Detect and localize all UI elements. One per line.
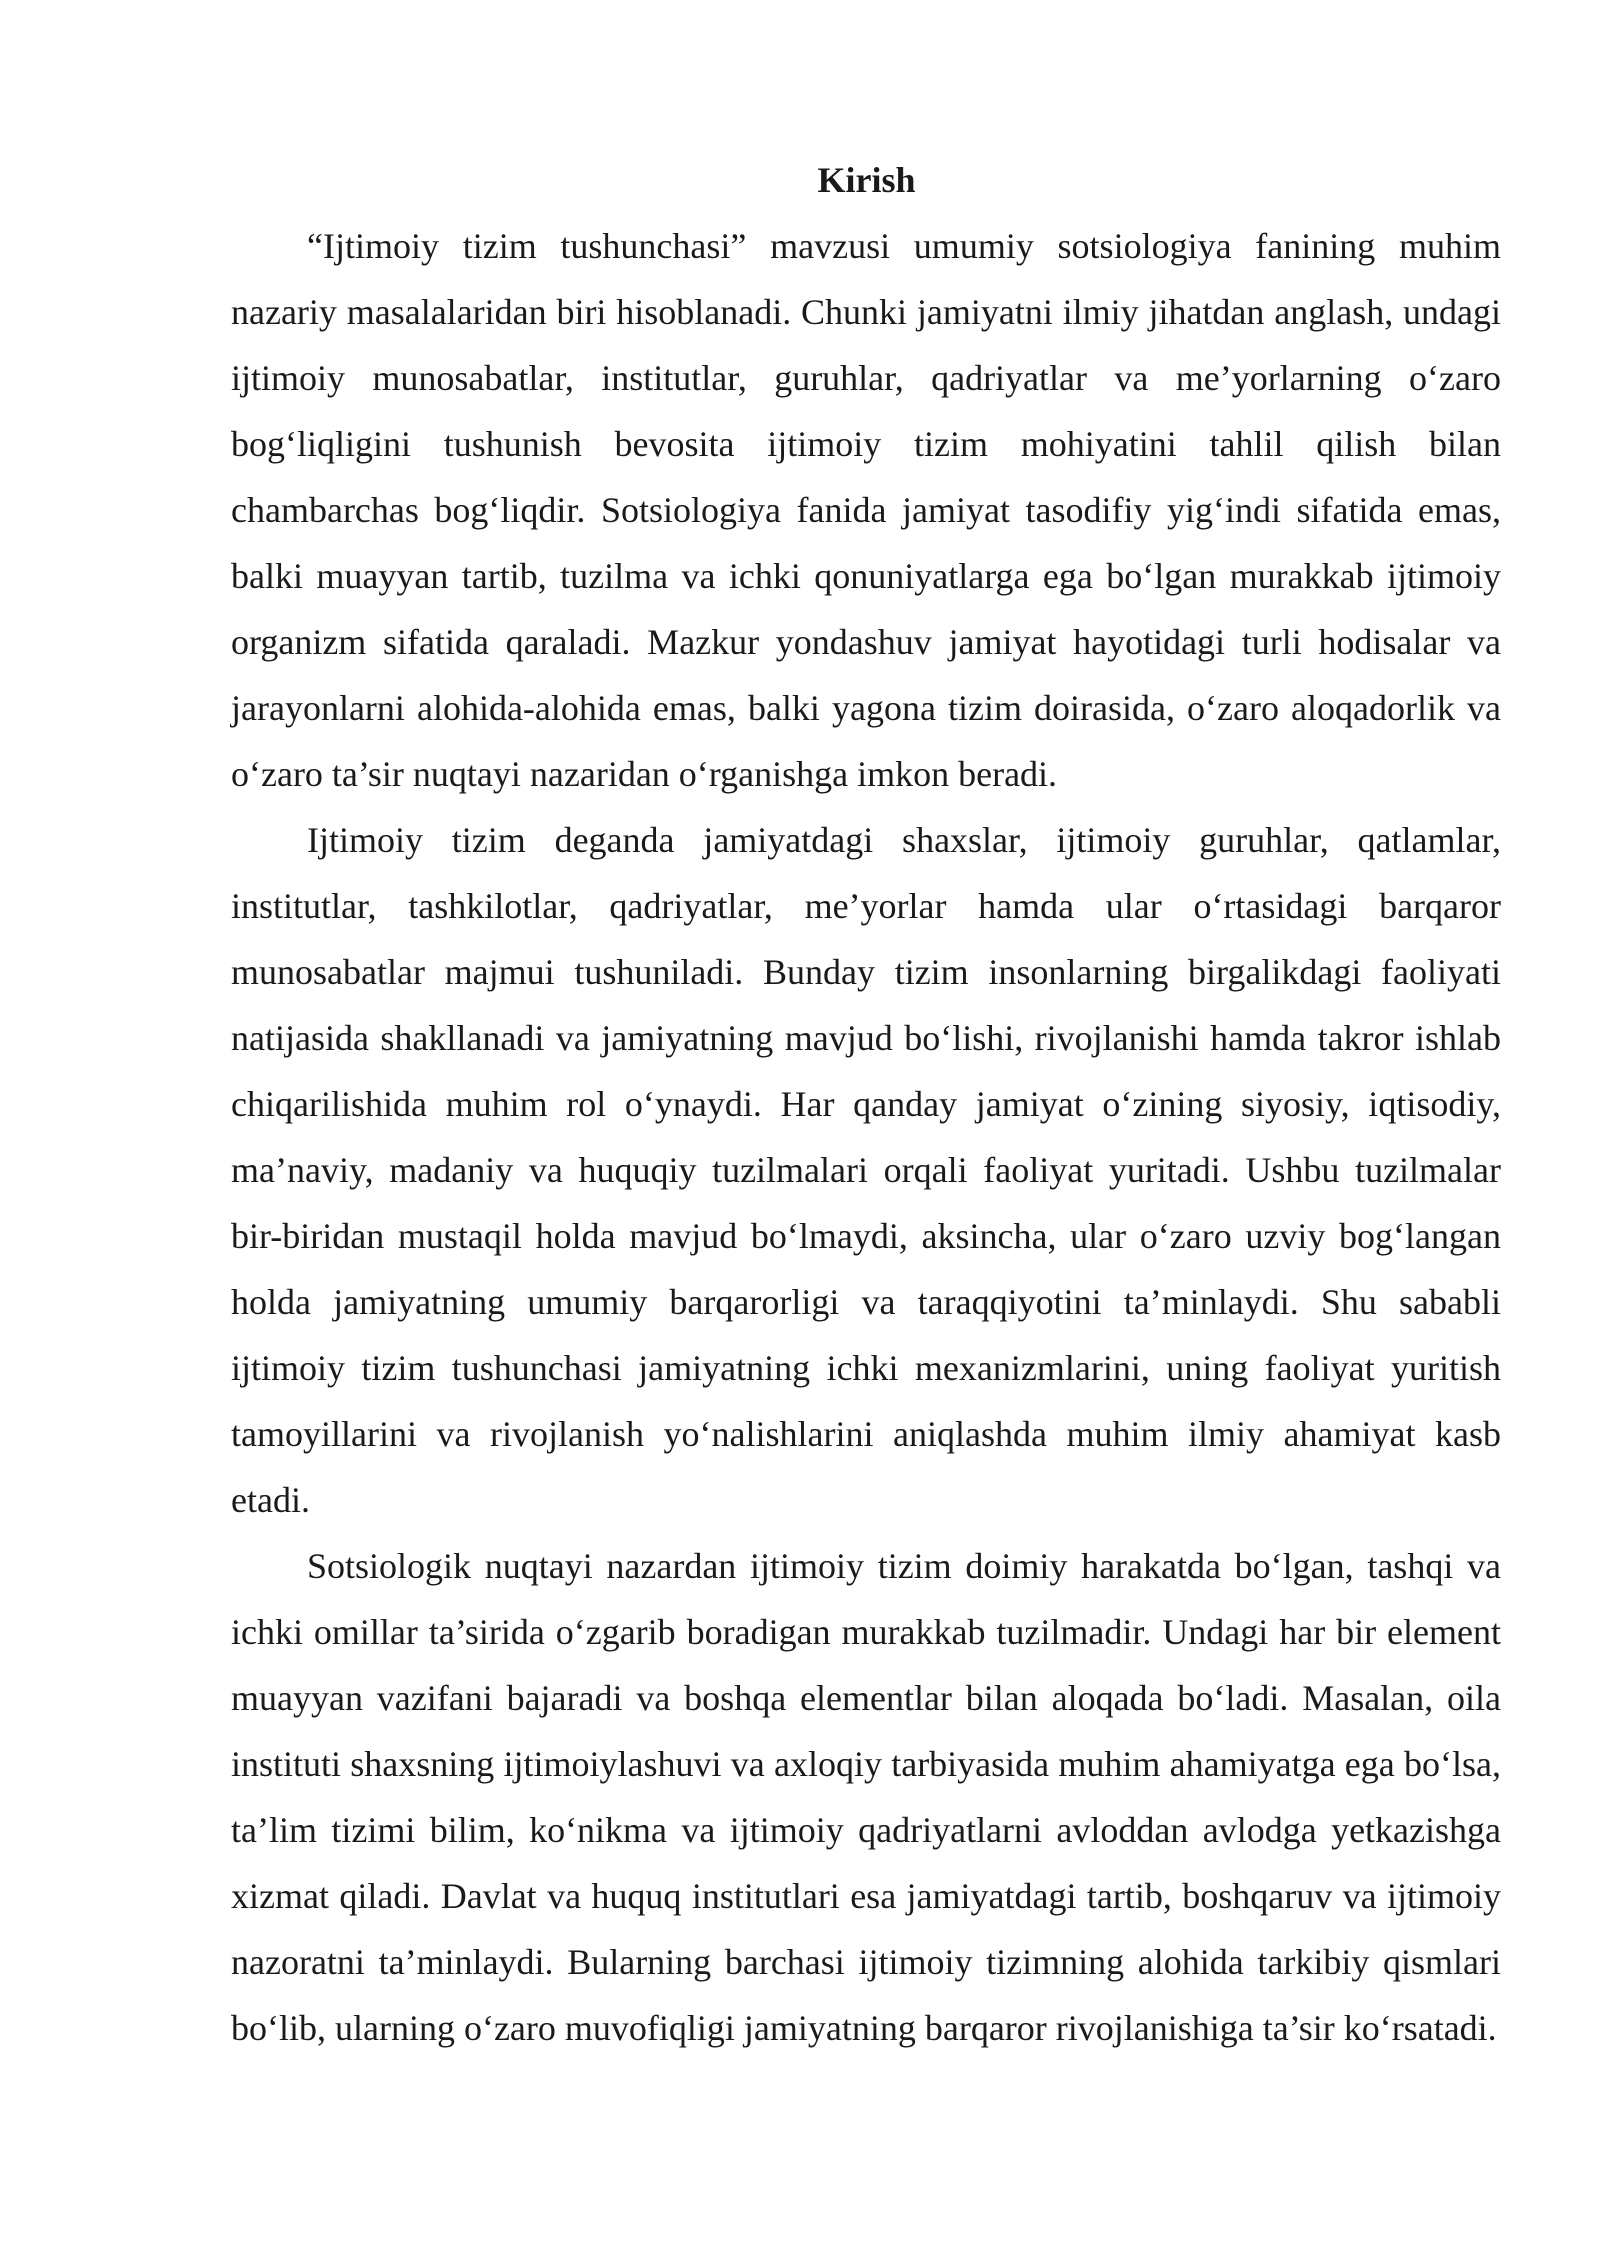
page-title: Kirish xyxy=(817,160,916,200)
paragraph-1: “Ijtimoiy tizim tushunchasi” mavzusi umumiy sotsiologiya fanining muhim nazariy masalalaridan biri hisoblanadi. Chunki jamiyatni ilmiy jihatdan anglash, undagi ijtimoiy munosabatlar, institutlar, guruhlar, qadriyatlar va me’yorlarning o‘zaro bog‘liqligini tushunish bevosita ijtimoiy tizim mohiyatini tahlil qilish bilan chambarchas bog‘liqdir. Sotsiologiya fanida jamiyat tasodifiy yig‘indi sifatida emas, balki muayyan tartib, tuzilma va ichki qonuniyatlarga ega bo‘lgan murakkab ijtimoiy organizm sifatida qaraladi. Mazkur yondashuv jamiyat hayotidagi turli hodisalar va jarayonlarni alohida-alohida emas, balki yagona tizim doirasida, o‘zaro aloqadorlik va o‘zaro ta’sir nuqtayi nazaridan o‘rganishga imkon beradi. xyxy=(231,226,1501,794)
document-body xyxy=(231,147,1501,2061)
paragraph-2: Ijtimoiy tizim deganda jamiyatdagi shaxslar, ijtimoiy guruhlar, qatlamlar, institutlar, tashkilotlar, qadriyatlar, me’yorlar hamda ular o‘rtasidagi barqaror munosabatlar majmui tushuniladi. Bunday tizim insonlarning birgalikdagi faoliyati natijasida shakllanadi va jamiyatning mavjud bo‘lishi, rivojlanishi hamda takror ishlab chiqarilishida muhim rol o‘ynaydi. Har qanday jamiyat o‘zining siyosiy, iqtisodiy, ma’naviy, madaniy va huquqiy tuzilmalari orqali faoliyat yuritadi. Ushbu tuzilmalar bir-biridan mustaqil holda mavjud bo‘lmaydi, aksincha, ular o‘zaro uzviy bog‘langan holda jamiyatning umumiy barqarorligi va taraqqiyotini ta’minlaydi. Shu sababli ijtimoiy tizim tushunchasi jamiyatning ichki mexanizmlarini, uning faoliyat yuritish tamoyillarini va rivojlanish yo‘nalishlarini aniqlashda muhim ilmiy ahamiyat kasb etadi. xyxy=(231,820,1501,1520)
paragraph-3: Sotsiologik nuqtayi nazardan ijtimoiy tizim doimiy harakatda bo‘lgan, tashqi va ichki omillar ta’sirida o‘zgarib boradigan murakkab tuzilmadir. Undagi har bir element muayyan vazifani bajaradi va boshqa elementlar bilan aloqada bo‘ladi. Masalan, oila instituti shaxsning ijtimoiylashuvi va axloqiy tarbiyasida muhim ahamiyatga ega bo‘lsa, ta’lim tizimi bilim, ko‘nikma va ijtimoiy qadriyatlarni avloddan avlodga yetkazishga xizmat qiladi. Davlat va huquq institutlari esa jamiyatdagi tartib, boshqaruv va ijtimoiy nazoratni ta’minlaydi. Bularning barchasi ijtimoiy tizimning alohida tarkibiy qismlari bo‘lib, ularning o‘zaro muvofiqligi jamiyatning barqaror rivojlanishiga ta’sir ko‘rsatadi. xyxy=(231,1546,1501,2048)
